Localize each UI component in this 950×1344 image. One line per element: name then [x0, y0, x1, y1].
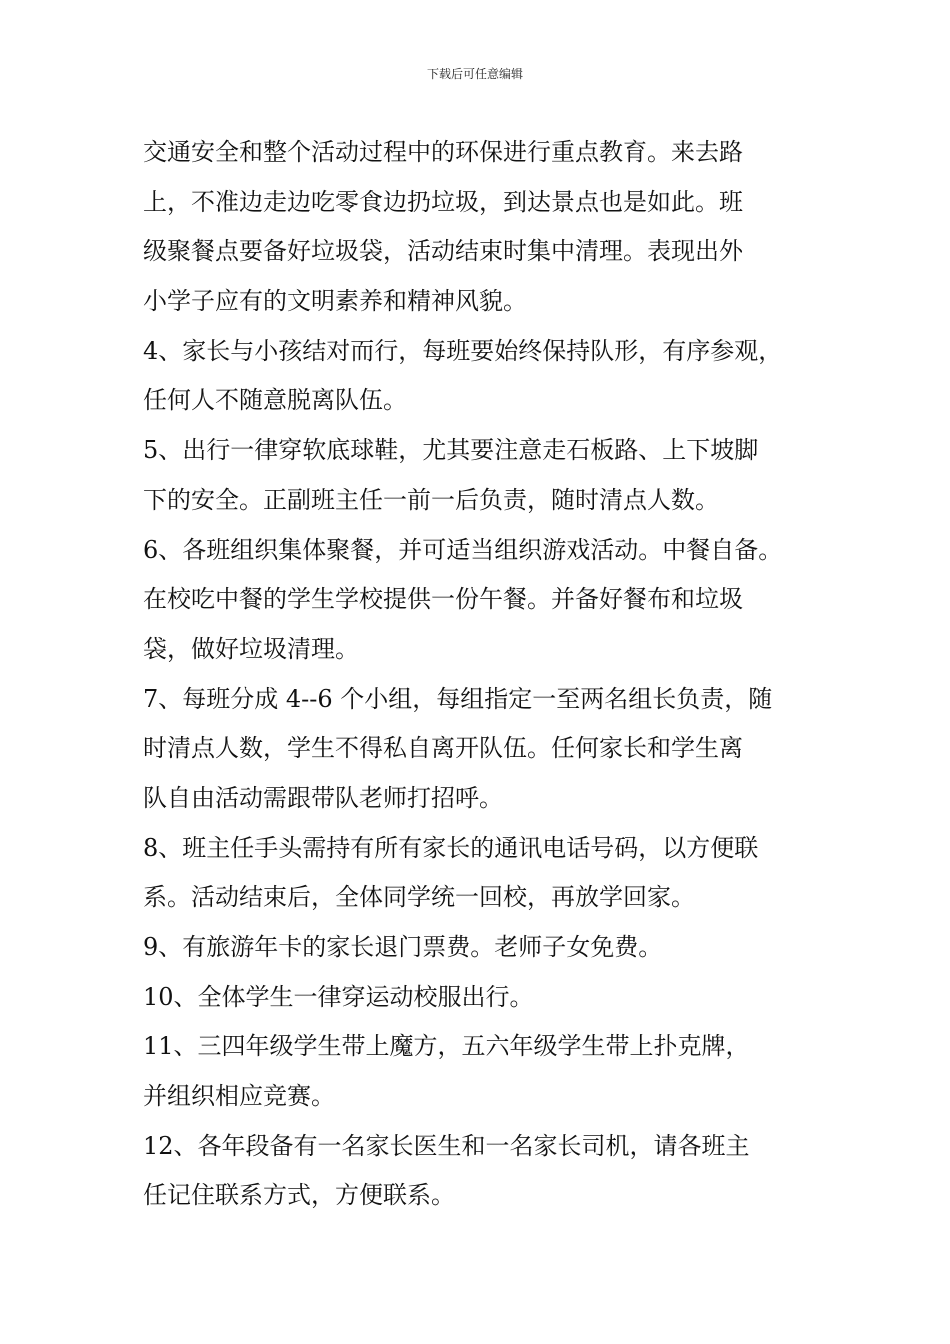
text-line: 上，不准边走边吃零食边扔垃圾，到达景点也是如此。班: [143, 187, 743, 216]
text-line: 5、出行一律穿软底球鞋，尤其要注意走石板路、上下坡脚: [143, 436, 759, 465]
text-line: 系。活动结束后，全体同学统一回校，再放学回家。: [143, 883, 695, 912]
text-line: 队自由活动需跟带队老师打招呼。: [143, 783, 503, 812]
document-body: [143, 128, 823, 1221]
page-header: 下载后可任意编辑: [426, 67, 523, 81]
text-line: 6、各班组织集体聚餐，并可适当组织游戏活动。中餐自备。: [143, 535, 783, 564]
text-line: 并组织相应竞赛。: [143, 1082, 335, 1111]
text-line: 9、有旅游年卡的家长退门票费。老师子女免费。: [143, 933, 663, 961]
text-line: 下的安全。正副班主任一前一后负责，随时清点人数。: [143, 485, 719, 514]
text-line: 10、全体学生一律穿运动校服出行。: [143, 982, 534, 1011]
text-line: 任记住联系方式，方便联系。: [143, 1181, 455, 1210]
text-line: 袋，做好垃圾清理。: [143, 634, 359, 663]
text-line: 12、各年段备有一名家长医生和一名家长司机，请各班主: [143, 1131, 750, 1160]
text-line: 级聚餐点要备好垃圾袋，活动结束时集中清理。表现出外: [143, 237, 743, 266]
text-line: 在校吃中餐的学生学校提供一份午餐。并备好餐布和垃圾: [143, 585, 743, 614]
text-line: 7、每班分成 4--6 个小组，每组指定一至两名组长负责，随: [143, 684, 773, 713]
text-line: 任何人不随意脱离队伍。: [143, 386, 407, 415]
text-line: 小学子应有的文明素养和精神风貌。: [143, 287, 527, 316]
text-line: 交通安全和整个活动过程中的环保进行重点教育。来去路: [143, 138, 743, 166]
text-line: 8、班主任手头需持有所有家长的通讯电话号码，以方便联: [143, 833, 759, 862]
text-line: 时清点人数，学生不得私自离开队伍。任何家长和学生离: [143, 734, 743, 763]
text-line: 4、家长与小孩结对而行，每班要始终保持队形，有序参观，: [143, 336, 783, 365]
text-line: 11、三四年级学生带上魔方，五六年级学生带上扑克牌，: [143, 1032, 750, 1061]
